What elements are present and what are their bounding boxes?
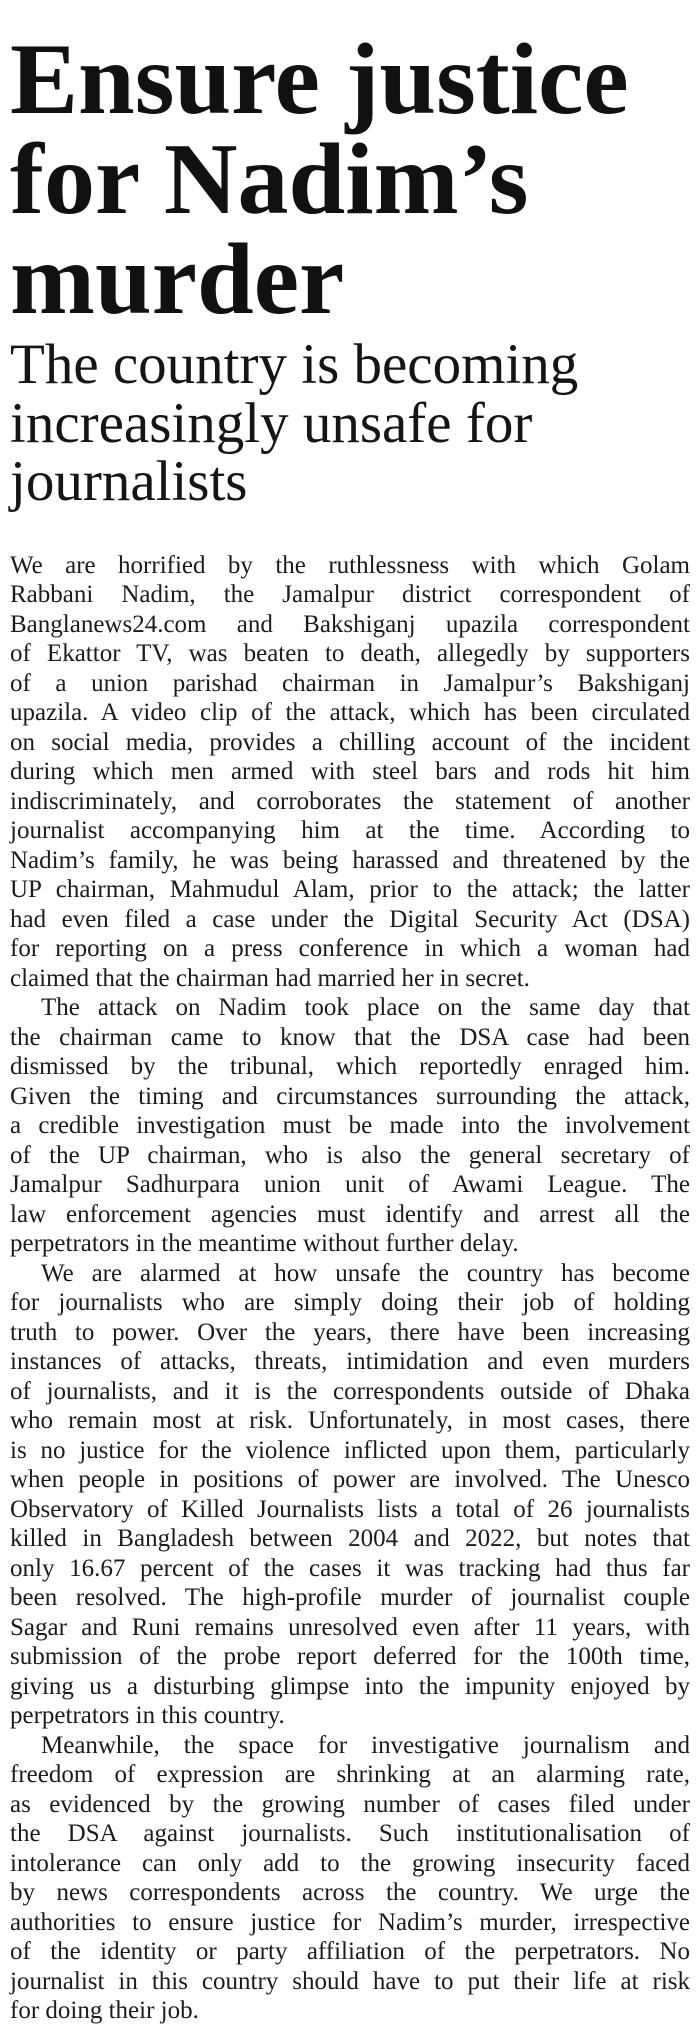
body-line: upazila. A video clip of the attack, which has been circulated [10, 699, 690, 726]
body-line: We are alarmed at how unsafe the country has become [41, 1259, 690, 1287]
headline-line: for Nadim’s [10, 123, 529, 236]
body-line: indiscriminately, and corroborates the statement of another [10, 787, 690, 815]
body-line: submission of the probe report deferred for the 100th time, [10, 1643, 690, 1670]
body-line: is no justice for the violence inflicted upon them, particularly [10, 1436, 690, 1464]
body-line: authorities to ensure justice for Nadim’s murder, irrespective [10, 1908, 690, 1936]
body-line: of journalists, and it is the correspondents outside of Dhaka [10, 1377, 690, 1405]
body-line: for reporting on a press conference in which a woman had [10, 935, 690, 962]
subheadline-line: The country is becoming [10, 333, 579, 396]
subheadline-line: journalists [10, 450, 248, 513]
body-line: who remain most at risk. Unfortunately, in most cases, there [10, 1407, 690, 1434]
body-line: journalist accompanying him at the time. According to [10, 817, 690, 844]
body-line: during which men armed with steel bars and rods hit him [10, 758, 690, 785]
body-line: journalist in this country should have to put their life at risk [10, 1967, 690, 1995]
body-line: Sagar and Runi remains unresolved even after 11 years, with [10, 1613, 690, 1641]
body-paragraph [10, 1259, 690, 1731]
body-paragraph [10, 993, 690, 1259]
subheadline [10, 333, 690, 513]
body-line: giving us a disturbing glimpse into the impunity enjoyed by [10, 1672, 690, 1700]
body-line: of Ekattor TV, was beaten to death, allegedly by supporters [10, 640, 690, 667]
body-line: when people in positions of power are involved. The Unesco [10, 1466, 690, 1493]
body-line: only 16.67 percent of the cases it was tracking had thus far [10, 1554, 690, 1582]
body-line: a credible investigation must be made into the involvement [10, 1112, 690, 1139]
body-line: The attack on Nadim took place on the same day that [41, 994, 690, 1021]
headline [10, 23, 690, 336]
body-line: of a union parishad chairman in Jamalpur’s Bakshiganj [10, 669, 690, 697]
body-line: for doing their job. [10, 1997, 199, 2024]
body-line: Observatory of Killed Journalists lists a total of 26 journalists [10, 1495, 690, 1523]
body-line: We are horrified by the ruthlessness with which Golam [10, 551, 690, 579]
body-line: for journalists who are simply doing their job of holding [10, 1289, 690, 1316]
body-line: Given the timing and circumstances surrounding the attack, [10, 1082, 690, 1110]
body-line: UP chairman, Mahmudul Alam, prior to the attack; the latter [10, 876, 690, 903]
subheadline-line: increasingly unsafe for [10, 391, 533, 455]
body-line: Nadim’s family, he was being harassed and threatened by the [10, 846, 690, 874]
body-line: Banglanews24.com and Bakshiganj upazila correspondent [10, 610, 690, 638]
headline-line: Ensure justice [10, 23, 629, 136]
body-line: Jamalpur Sadhurpara union unit of Awami League. The [10, 1171, 690, 1198]
body-line: Rabbani Nadim, the Jamalpur district correspondent of [10, 581, 690, 608]
body-line: of the UP chairman, who is also the general secretary of [10, 1141, 690, 1169]
article-body [10, 551, 690, 2026]
body-line: been resolved. The high-profile murder of journalist couple [10, 1584, 690, 1611]
body-line: Meanwhile, the space for investigative journalism and [41, 1731, 690, 1759]
body-line: the chairman came to know that the DSA case had been [10, 1023, 690, 1051]
body-line: freedom of expression are shrinking at an alarming rate, [10, 1761, 690, 1788]
headline-line: murder [10, 223, 345, 336]
body-paragraph [10, 1731, 690, 2026]
body-line: the DSA against journalists. Such institutionalisation of [10, 1820, 690, 1847]
body-line: on social media, provides a chilling account of the incident [10, 728, 690, 756]
body-line: perpetrators in this country. [10, 1702, 285, 1729]
body-paragraph [10, 551, 690, 994]
body-line: perpetrators in the meantime without further delay. [10, 1230, 519, 1257]
body-line: claimed that the chairman had married her in secret. [10, 964, 530, 992]
body-line: killed in Bangladesh between 2004 and 2022, but notes that [10, 1525, 690, 1552]
body-line: as evidenced by the growing number of cases filed under [10, 1790, 690, 1818]
body-line: law enforcement agencies must identify and arrest all the [10, 1200, 690, 1228]
body-line: had even filed a case under the Digital Security Act (DSA) [10, 905, 690, 933]
body-line: instances of attacks, threats, intimidation and even murders [10, 1348, 690, 1375]
body-line: truth to power. Over the years, there have been increasing [10, 1318, 690, 1346]
body-line: dismissed by the tribunal, which reportedly enraged him. [10, 1053, 690, 1080]
body-line: intolerance can only add to the growing insecurity faced [10, 1849, 690, 1877]
body-line: by news correspondents across the country. We urge the [10, 1879, 690, 1906]
body-line: of the identity or party affiliation of the perpetrators. No [10, 1938, 690, 1965]
